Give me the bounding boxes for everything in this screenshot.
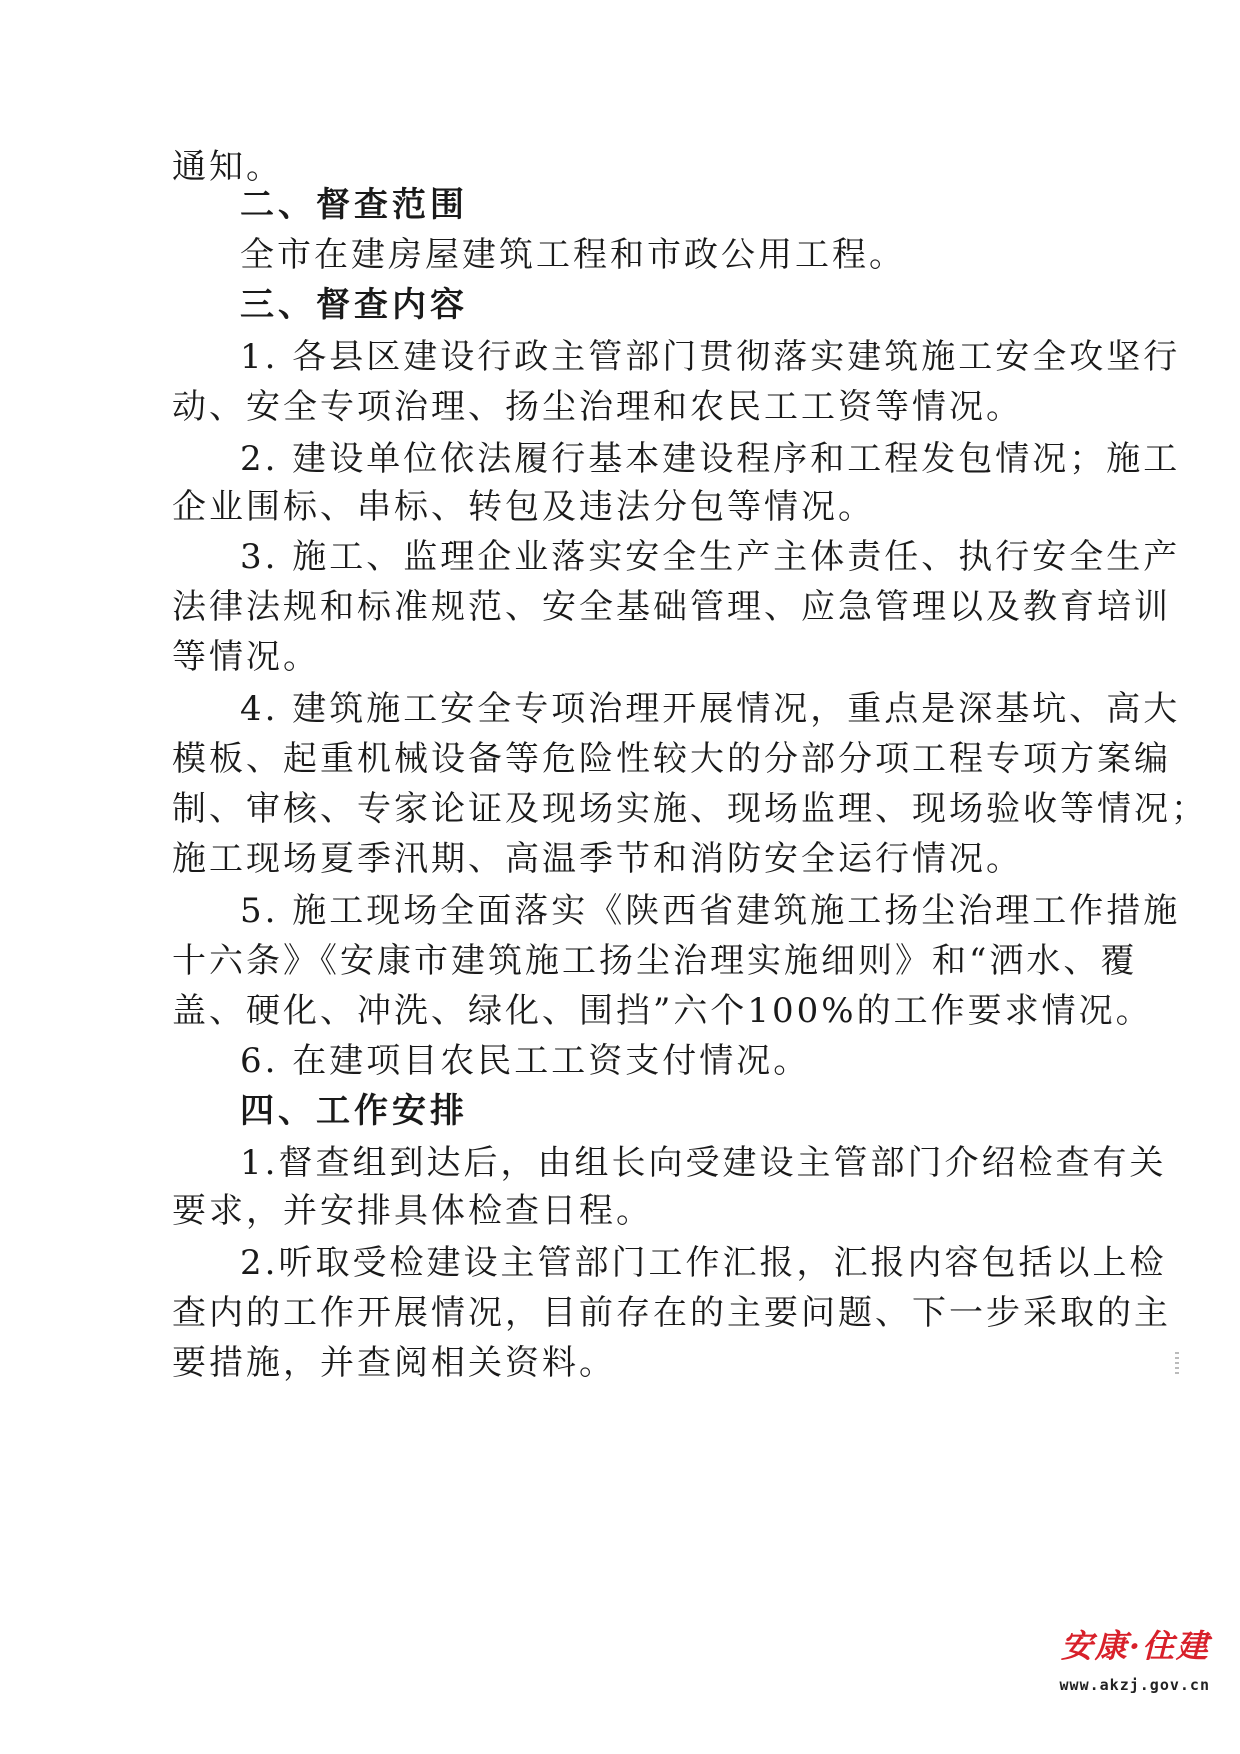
body-line: 法律法规和标准规范、安全基础管理、应急管理以及教育培训 (172, 587, 1171, 627)
list-item-line: 1. 各县区建设行政主管部门贯彻落实建筑施工安全攻坚行 (240, 337, 1181, 377)
section-heading-arrangement: 四、工作安排 (240, 1091, 468, 1131)
list-item-line: 2.听取受检建设主管部门工作汇报，汇报内容包括以上检 (240, 1243, 1167, 1283)
list-item-line: 1.督查组到达后，由组长向受建设主管部门介绍检查有关 (240, 1143, 1167, 1183)
section-heading-scope: 二、督查范围 (240, 185, 468, 225)
body-line: 制、审核、专家论证及现场实施、现场监理、现场验收等情况； (172, 789, 1208, 829)
watermark-logo: 安康·住建 (1060, 1627, 1210, 1665)
section-heading-content: 三、督查内容 (240, 285, 468, 325)
list-item-line: 2. 建设单位依法履行基本建设程序和工程发包情况；施工 (240, 439, 1181, 479)
body-line: 要措施，并查阅相关资料。 (172, 1343, 616, 1383)
list-item-line: 5. 施工现场全面落实《陕西省建筑施工扬尘治理工作措施 (240, 891, 1181, 931)
body-line: 企业围标、串标、转包及违法分包等情况。 (172, 487, 875, 527)
body-line: 通知。 (172, 147, 283, 187)
body-line: 查内的工作开展情况，目前存在的主要问题、下一步采取的主 (172, 1293, 1171, 1333)
list-item-line: 6. 在建项目农民工工资支付情况。 (240, 1041, 811, 1081)
body-line: 等情况。 (172, 637, 320, 677)
body-line: 全市在建房屋建筑工程和市政公用工程。 (240, 235, 906, 275)
body-line: 盖、硬化、冲洗、绿化、围挡”六个100%的工作要求情况。 (172, 991, 1153, 1031)
scan-artifact (1175, 1352, 1179, 1374)
list-item-line: 4. 建筑施工安全专项治理开展情况，重点是深基坑、高大 (240, 689, 1181, 729)
watermark (1030, 1625, 1210, 1715)
watermark-url: www.akzj.gov.cn (1059, 1676, 1210, 1694)
body-line: 模板、起重机械设备等危险性较大的分部分项工程专项方案编 (172, 739, 1171, 779)
body-line: 十六条》《安康市建筑施工扬尘治理实施细则》和“洒水、覆 (172, 941, 1138, 981)
body-line: 施工现场夏季汛期、高温季节和消防安全运行情况。 (172, 839, 1023, 879)
list-item-line: 3. 施工、监理企业落实安全生产主体责任、执行安全生产 (240, 537, 1181, 577)
body-line: 动、安全专项治理、扬尘治理和农民工工资等情况。 (172, 387, 1023, 427)
body-line: 要求，并安排具体检查日程。 (172, 1191, 653, 1231)
